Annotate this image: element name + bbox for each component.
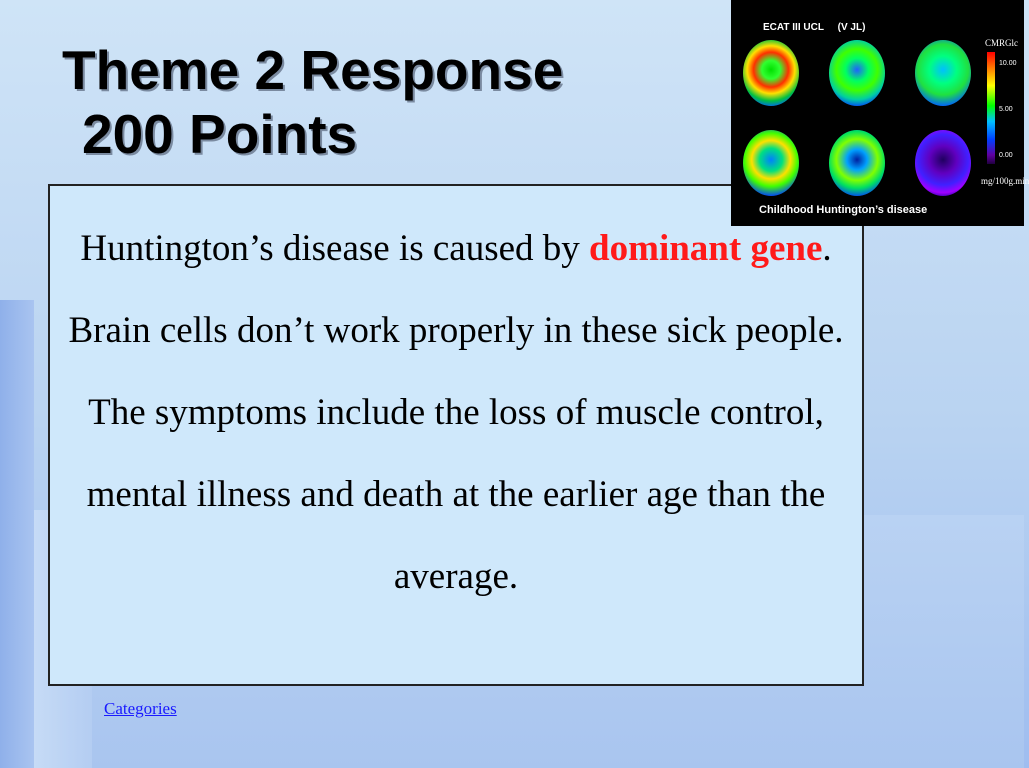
brain-scan-1 — [743, 40, 799, 106]
brain-scan-2 — [829, 40, 885, 106]
brain-scan-3 — [915, 40, 971, 106]
background-decor-left — [0, 300, 34, 768]
answer-text-start: Huntington’s disease is caused by — [80, 228, 590, 269]
answer-highlight: dominant gene — [589, 228, 823, 269]
brain-scan-5 — [829, 130, 885, 196]
brain-scan-image — [731, 0, 1029, 226]
title-line-2: 200 Points — [82, 103, 358, 165]
scale-unit-label: CMRGlc — [985, 38, 1019, 48]
title-line-1: Theme 2 Response — [62, 39, 564, 101]
scale-unit-rate: mg/100g.min — [981, 176, 1029, 186]
scan-header: ECAT III UCL (V JL) — [763, 22, 866, 33]
brain-scan-4 — [743, 130, 799, 196]
answer-text-end: . Brain cells don’t work properly in these sick people. The symptoms include the loss of muscle control, mental illness and death at the earlier age than the average. — [68, 228, 844, 597]
categories-link[interactable]: Categories — [104, 699, 177, 718]
scale-tick-high: 10.00 — [999, 60, 1017, 67]
answer-text — [50, 208, 862, 618]
scale-tick-mid: 5.00 — [999, 106, 1013, 113]
slide-title — [62, 38, 563, 166]
color-scale-bar — [987, 52, 995, 164]
answer-box — [48, 184, 864, 686]
scan-caption: Childhood Huntington’s disease — [759, 204, 928, 216]
brain-scan-6 — [915, 130, 971, 196]
scale-tick-low: 0.00 — [999, 152, 1013, 159]
